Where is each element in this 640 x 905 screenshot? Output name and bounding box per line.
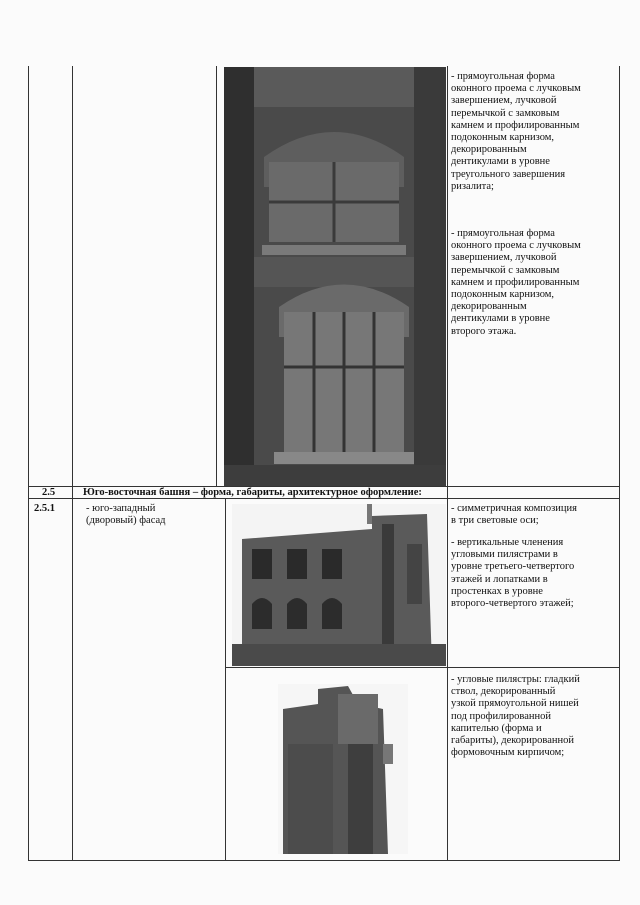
- table-border-right: [619, 66, 620, 861]
- table-border-bottom: [28, 860, 620, 861]
- subsection-description-1: - симметричная композиция в три световые оси;: [451, 503, 577, 527]
- row-divider-subsection: [28, 498, 620, 499]
- column-divider-2: [216, 66, 217, 486]
- top-description-1: - прямоугольная форма оконного проема с лучковым завершением, лучковой перемычкой с замковым камнем и профилированным подоконным карнизом, декорированным дентикулами в уровне треугольного завершения ризалита;: [451, 71, 581, 192]
- corner-pilaster-photo: [278, 684, 408, 854]
- subsection-description-3: - угловые пилястры: гладкий ствол, декорированный узкой прямоугольной нишей под профилированной капителью (форма и габариты), декорированной формовочным кирпичом;: [451, 674, 580, 759]
- tower-facade-photo: [232, 504, 446, 666]
- column-divider-3: [447, 66, 448, 861]
- section-number: 2.5: [42, 487, 56, 498]
- table-border-left: [28, 66, 29, 861]
- subsection-number: 2.5.1: [34, 503, 55, 514]
- top-description-2: - прямоугольная форма оконного проема с лучковым завершением, лучковой перемычкой с замковым камнем и профилированным подоконным карнизом, декорированным дентикулами в уровне второго этажа.: [451, 228, 581, 337]
- section-title: Юго-восточная башня – форма, габариты, архитектурное оформление:: [83, 487, 422, 498]
- column-divider-2b: [225, 498, 226, 861]
- column-divider-1: [72, 66, 73, 861]
- row-divider-photo: [225, 667, 620, 668]
- subsection-description-2: - вертикальные членения угловыми пилястрами в уровне третьего-четвертого этажей и лопатками в простенках в уровне второго-четвертого этажей;: [451, 537, 575, 610]
- window-photo: [224, 67, 446, 486]
- facade-label: - юго-западный (дворовый) фасад: [86, 503, 166, 527]
